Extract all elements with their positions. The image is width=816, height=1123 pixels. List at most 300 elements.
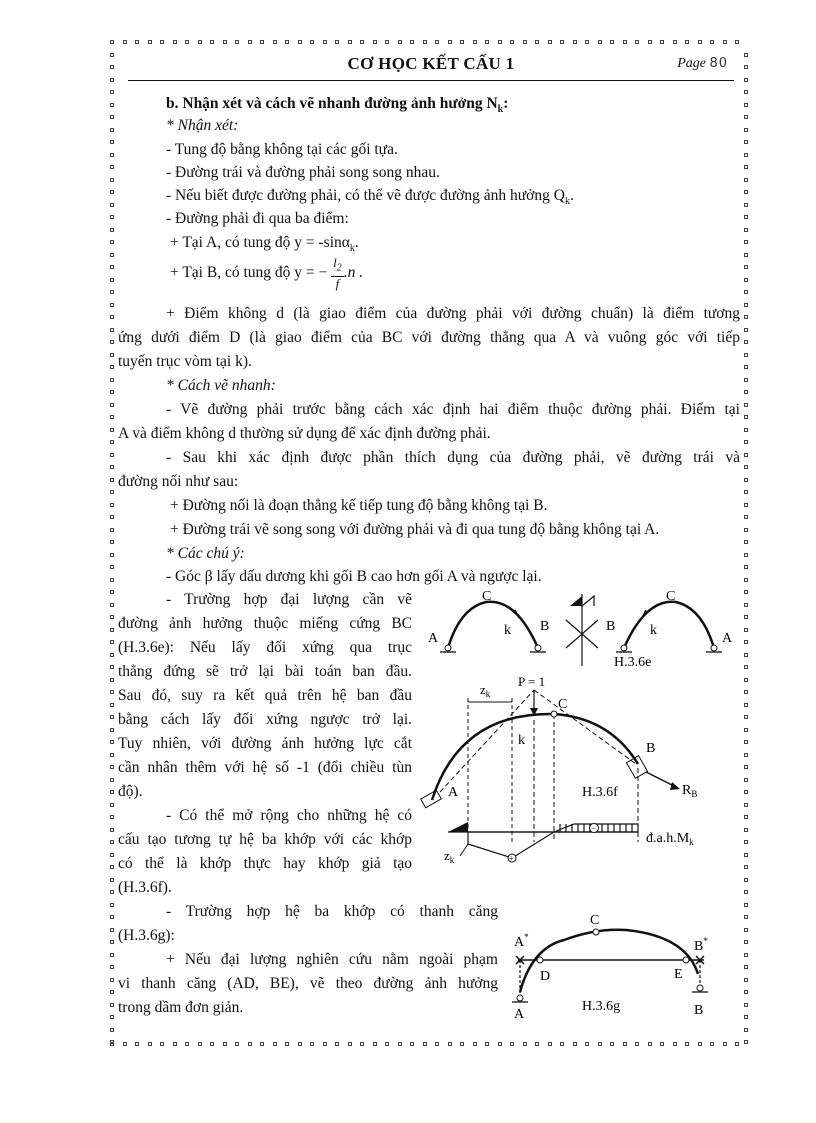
border-dot [744, 965, 748, 969]
border-dot [298, 40, 302, 44]
label-dah: $đ.a.h.M_k$ [646, 831, 694, 847]
border-dot [335, 40, 339, 44]
page-label: Page [677, 56, 706, 71]
border-dot [744, 790, 748, 794]
hinge-c [551, 711, 557, 717]
border-dot [110, 565, 114, 569]
border-dot [623, 40, 627, 44]
support-a-g [517, 995, 523, 1001]
border-dot [110, 415, 114, 419]
border-dot [360, 40, 364, 44]
border-dot [744, 153, 748, 157]
remark-4: - Đường phải đi qua ba điểm: [166, 210, 349, 227]
left-col-line-2: đường ảnh hưởng thuộc miếng cứng BC [118, 615, 412, 632]
border-dot [460, 1042, 464, 1046]
label-a-f: A [448, 785, 459, 800]
border-dot [185, 1042, 189, 1046]
border-dot [744, 903, 748, 907]
label-c-f: C [558, 697, 568, 712]
border-dot [685, 1042, 689, 1046]
border-dot [744, 853, 748, 857]
hinge-e [683, 957, 689, 963]
border-dot [685, 40, 689, 44]
border-dot [744, 490, 748, 494]
border-dot [110, 803, 114, 807]
border-dot [110, 790, 114, 794]
remark-1: - Tung độ bằng không tại các gối tựa. [166, 141, 398, 158]
border-dot [744, 328, 748, 332]
border-dot [110, 40, 114, 44]
border-dot [744, 690, 748, 694]
hinge-d [537, 957, 543, 963]
border-dot [110, 303, 114, 307]
border-dot [248, 1042, 252, 1046]
figure-e-caption: H.3.6e [614, 655, 652, 670]
border-dot [744, 315, 748, 319]
point-d-line-3: tuyến trục vòm tại k). [118, 353, 252, 370]
border-dot [744, 678, 748, 682]
border-dot [385, 40, 389, 44]
border-dot [523, 40, 527, 44]
border-dot [285, 1042, 289, 1046]
border-dot [744, 415, 748, 419]
border-dot [235, 1042, 239, 1046]
border-dot [485, 1042, 489, 1046]
border-dot [110, 390, 114, 394]
border-dot [744, 465, 748, 469]
border-dot [323, 1042, 327, 1046]
border-dot [110, 503, 114, 507]
border-dot [110, 853, 114, 857]
border-dot [110, 965, 114, 969]
border-dot [160, 1042, 164, 1046]
quick-heading: * Cách vẽ nhanh: [166, 377, 276, 394]
border-dot [173, 1042, 177, 1046]
border-dot [523, 1042, 527, 1046]
page-header [128, 52, 734, 81]
border-dot [744, 65, 748, 69]
left-col-line-17: vi thanh căng (AD, BE), vẽ theo đường ảnh hưởng [118, 975, 498, 992]
border-dot [744, 828, 748, 832]
left-col-line-9: độ). [118, 783, 143, 800]
border-dot [110, 953, 114, 957]
figure-h36e [420, 586, 750, 670]
border-dot [535, 1042, 539, 1046]
border-dot [723, 1042, 727, 1046]
border-dot [744, 440, 748, 444]
border-dot [744, 78, 748, 82]
border-dot [744, 990, 748, 994]
label-b-g: B [694, 1003, 704, 1018]
border-dot [110, 178, 114, 182]
mirror-arrow-icon [570, 596, 582, 606]
left-col-line-4: thẳng đứng sẽ trở lại bài toán ban đầu. [118, 663, 412, 680]
label-a-left: A [428, 631, 439, 646]
border-dot [744, 953, 748, 957]
border-dot [673, 40, 677, 44]
border-dot [110, 1003, 114, 1007]
page-number [677, 56, 728, 72]
border-dot [744, 778, 748, 782]
figure-h36f [420, 672, 740, 868]
border-dot [223, 1042, 227, 1046]
border-dot [110, 653, 114, 657]
border-dot [744, 240, 748, 244]
border-dot [744, 253, 748, 257]
left-col-line-15: (H.3.6g): [118, 927, 175, 944]
border-dot [110, 578, 114, 582]
support-b-left [535, 645, 541, 651]
header-title: CƠ HỌC KẾT CẤU 1 [347, 54, 515, 73]
left-col-line-12: có thể là khớp thực hay khớp giả tạo [118, 855, 412, 872]
label-k-left: k [504, 623, 511, 638]
border-dot [723, 40, 727, 44]
border-dot [744, 840, 748, 844]
border-dot [460, 40, 464, 44]
border-dot [635, 40, 639, 44]
label-k-right: k [650, 623, 657, 638]
border-dot [585, 40, 589, 44]
border-dot [110, 140, 114, 144]
support-a-left [445, 645, 451, 651]
plus-sign: + [509, 854, 514, 863]
label-rb: $R_B$ [682, 783, 698, 799]
quick-line-2: A và điểm không d thường sử dụng để xác định đường phải. [118, 425, 491, 442]
border-dot [110, 290, 114, 294]
border-dot [110, 728, 114, 732]
border-dot [210, 40, 214, 44]
border-dot [110, 490, 114, 494]
border-dot [110, 365, 114, 369]
border-dot [744, 353, 748, 357]
border-dot [110, 115, 114, 119]
border-dot [273, 40, 277, 44]
border-dot [110, 240, 114, 244]
border-dot [648, 1042, 652, 1046]
support-a-f [421, 790, 442, 808]
border-dot [110, 553, 114, 557]
border-dot [198, 1042, 202, 1046]
border-dot [110, 128, 114, 132]
border-dot [744, 1040, 748, 1044]
border-dot [744, 115, 748, 119]
border-dot [135, 40, 139, 44]
border-dot [160, 40, 164, 44]
border-dot [744, 578, 748, 582]
label-b-left: B [540, 619, 550, 634]
quick-line-6: + Đường trái vẽ song song với đường phải và đi qua tung độ bằng không tại A. [170, 521, 660, 538]
border-dot [548, 40, 552, 44]
border-dot [110, 678, 114, 682]
border-dot [610, 40, 614, 44]
border-dot [110, 978, 114, 982]
border-dot [744, 340, 748, 344]
border-dot [110, 865, 114, 869]
left-col-line-1: - Trường hợp đại lượng cần vẽ [166, 591, 412, 608]
border-dot [360, 1042, 364, 1046]
label-b-f: B [646, 741, 656, 756]
border-dot [744, 128, 748, 132]
border-dot [744, 228, 748, 232]
border-dot [110, 890, 114, 894]
left-col-line-8: cần nhân thêm với hệ số -1 (đổi chiều tùn [118, 759, 412, 776]
border-dot [744, 453, 748, 457]
border-dot [110, 215, 114, 219]
border-dot [110, 103, 114, 107]
border-dot [560, 1042, 564, 1046]
border-dot [185, 40, 189, 44]
border-dot [373, 40, 377, 44]
border-dot [744, 365, 748, 369]
border-dot [235, 40, 239, 44]
border-dot [110, 528, 114, 532]
border-dot [423, 1042, 427, 1046]
border-dot [110, 915, 114, 919]
border-dot [573, 40, 577, 44]
border-dot [744, 603, 748, 607]
border-dot [744, 390, 748, 394]
border-dot [310, 40, 314, 44]
border-dot [744, 53, 748, 57]
border-dot [744, 565, 748, 569]
border-dot [448, 40, 452, 44]
border-dot [744, 140, 748, 144]
left-col-line-14: - Trường hợp hệ ba khớp có thanh căng [166, 903, 498, 920]
border-dot [398, 40, 402, 44]
border-dot [110, 590, 114, 594]
border-dot [744, 928, 748, 932]
border-dot [223, 40, 227, 44]
border-dot [698, 1042, 702, 1046]
border-dot [635, 1042, 639, 1046]
label-c-left: C [482, 589, 492, 604]
border-dot [110, 765, 114, 769]
border-dot [348, 40, 352, 44]
figure-g-caption: H.3.6g [582, 999, 621, 1014]
border-dot [744, 165, 748, 169]
border-dot [744, 1028, 748, 1032]
notes-heading: * Các chú ý: [166, 545, 245, 562]
border-dot [110, 278, 114, 282]
border-dot [423, 40, 427, 44]
border-dot [698, 40, 702, 44]
point-d-line-1: + Điểm không d (là giao điểm của đường phải với đường chuẩn) là điểm tương [166, 305, 740, 322]
border-dot [110, 940, 114, 944]
border-dot [110, 928, 114, 932]
border-dot [598, 1042, 602, 1046]
point-a: + Tại A, có tung độ y = -sinα$_k$. [170, 234, 359, 255]
fraction-l2-over-f: $\frac{l_2}{f}$ [333, 255, 342, 291]
border-dot [373, 1042, 377, 1046]
border-dot [110, 1015, 114, 1019]
border-dot [710, 40, 714, 44]
border-dot [110, 690, 114, 694]
left-col-line-13: (H.3.6f). [118, 879, 172, 896]
border-dot [744, 665, 748, 669]
border-dot [744, 403, 748, 407]
left-col-line-7: Tuy nhiên, với đường ảnh hưởng lực cắt [118, 735, 412, 752]
border-dot [744, 378, 748, 382]
label-zk-top: $z_k$ [480, 682, 491, 699]
border-dot [110, 315, 114, 319]
border-dot [110, 703, 114, 707]
border-dot [110, 453, 114, 457]
label-e: E [674, 967, 683, 982]
border-dot [148, 1042, 152, 1046]
border-dot [744, 715, 748, 719]
left-col-line-18: trong dầm đơn giản. [118, 999, 244, 1016]
border-dot [348, 1042, 352, 1046]
remarks-heading: * Nhận xét: [166, 117, 239, 134]
border-dot [744, 503, 748, 507]
support-b-f [626, 756, 647, 779]
border-dot [560, 40, 564, 44]
border-dot [735, 40, 739, 44]
border-dot [673, 1042, 677, 1046]
border-dot [744, 515, 748, 519]
border-dot [473, 40, 477, 44]
border-dot [398, 1042, 402, 1046]
border-dot [744, 90, 748, 94]
quick-line-5: + Đường nối là đoạn thẳng kế tiếp tung độ bằng không tại B. [170, 497, 548, 514]
border-dot [110, 640, 114, 644]
border-dot [110, 778, 114, 782]
border-dot [110, 540, 114, 544]
border-dot [744, 528, 748, 532]
border-dot [110, 265, 114, 269]
border-dot [135, 1042, 139, 1046]
border-dot [744, 728, 748, 732]
border-dot [744, 265, 748, 269]
border-dot [323, 40, 327, 44]
border-dot [110, 165, 114, 169]
border-dot [410, 40, 414, 44]
left-col-line-10: - Có thể mở rộng cho những hệ có [166, 807, 412, 824]
border-dot [110, 878, 114, 882]
label-c-g: C [590, 913, 600, 928]
border-dot [744, 178, 748, 182]
border-dot [110, 228, 114, 232]
border-dot [435, 1042, 439, 1046]
label-a-right: A [722, 631, 733, 646]
border-dot [110, 340, 114, 344]
left-col-line-3: (H.3.6e): Nếu lấy đối xứng qua trục [118, 639, 412, 656]
border-dot [648, 40, 652, 44]
border-dot [285, 40, 289, 44]
border-dot [110, 203, 114, 207]
border-dot [744, 628, 748, 632]
border-dot [123, 1042, 127, 1046]
border-dot [744, 103, 748, 107]
border-dot [744, 1015, 748, 1019]
border-dot [335, 1042, 339, 1046]
border-dot [210, 1042, 214, 1046]
border-dot [573, 1042, 577, 1046]
label-b-right: B [606, 619, 616, 634]
section-title: b. Nhận xét và cách vẽ nhanh đường ảnh hưởng $N_k$: [166, 95, 509, 116]
border-dot [744, 590, 748, 594]
border-dot [110, 53, 114, 57]
border-dot [110, 840, 114, 844]
quick-line-3: - Sau khi xác định được phần thích dụng của đường phải, vẽ đường trái và [166, 449, 740, 466]
border-dot [110, 603, 114, 607]
point-d-line-2: ứng dưới điểm D (là giao điểm của BC với đường thẳng qua A và vuông góc với tiếp [118, 329, 740, 346]
border-dot [110, 328, 114, 332]
border-dot [744, 553, 748, 557]
border-dot [110, 90, 114, 94]
border-dot [744, 215, 748, 219]
quick-line-1: - Vẽ đường phải trước bằng cách xác định hai điểm thuộc đường phải. Điểm tại [166, 401, 740, 418]
border-dot [110, 153, 114, 157]
label-zk-bottom: $z_k$ [444, 848, 455, 865]
left-col-line-5: Sau đó, suy ra kết quả trên hệ ban đầu [118, 687, 412, 704]
border-dot [498, 40, 502, 44]
border-dot [485, 40, 489, 44]
border-dot [744, 890, 748, 894]
border-dot [598, 40, 602, 44]
label-k-f: k [518, 733, 525, 748]
figure-f-caption: H.3.6f [582, 785, 618, 800]
border-dot [123, 40, 127, 44]
border-dot [744, 940, 748, 944]
border-dot [110, 815, 114, 819]
quick-line-4: đường nối như sau: [118, 473, 239, 490]
border-dot [744, 540, 748, 544]
border-dot [744, 803, 748, 807]
border-dot [198, 40, 202, 44]
border-dot [110, 665, 114, 669]
border-dot [110, 65, 114, 69]
border-dot [744, 703, 748, 707]
border-dot [110, 1040, 114, 1044]
border-dot [385, 1042, 389, 1046]
arch-right [624, 602, 714, 648]
border-dot [610, 1042, 614, 1046]
border-dot [110, 828, 114, 832]
border-dot [735, 1042, 739, 1046]
border-dot [448, 1042, 452, 1046]
border-dot [744, 753, 748, 757]
border-dot [744, 865, 748, 869]
border-dot [110, 428, 114, 432]
border-dot [660, 40, 664, 44]
border-dot [744, 278, 748, 282]
support-b-g [697, 985, 703, 991]
border-dot [173, 40, 177, 44]
border-dot [510, 1042, 514, 1046]
border-dot [744, 478, 748, 482]
left-col-line-6: bằng cách lấy đối xứng ngược trở lại. [118, 711, 412, 728]
border-dot [744, 203, 748, 207]
border-dot [110, 403, 114, 407]
border-dot [110, 990, 114, 994]
left-col-line-16: + Nếu đại lượng nghiên cứu nằm ngoài phạm [166, 951, 498, 968]
border-dot [510, 40, 514, 44]
border-dot [744, 878, 748, 882]
figure-h36g [508, 908, 728, 1022]
border-dot [110, 615, 114, 619]
border-dot [435, 40, 439, 44]
border-dot [310, 1042, 314, 1046]
border-dot [744, 428, 748, 432]
positive-region [448, 822, 468, 832]
border-dot [744, 978, 748, 982]
border-dot [744, 765, 748, 769]
border-dot [473, 1042, 477, 1046]
border-dot [110, 740, 114, 744]
label-a-star: A* [514, 932, 529, 950]
label-a-g: A [514, 1007, 525, 1022]
